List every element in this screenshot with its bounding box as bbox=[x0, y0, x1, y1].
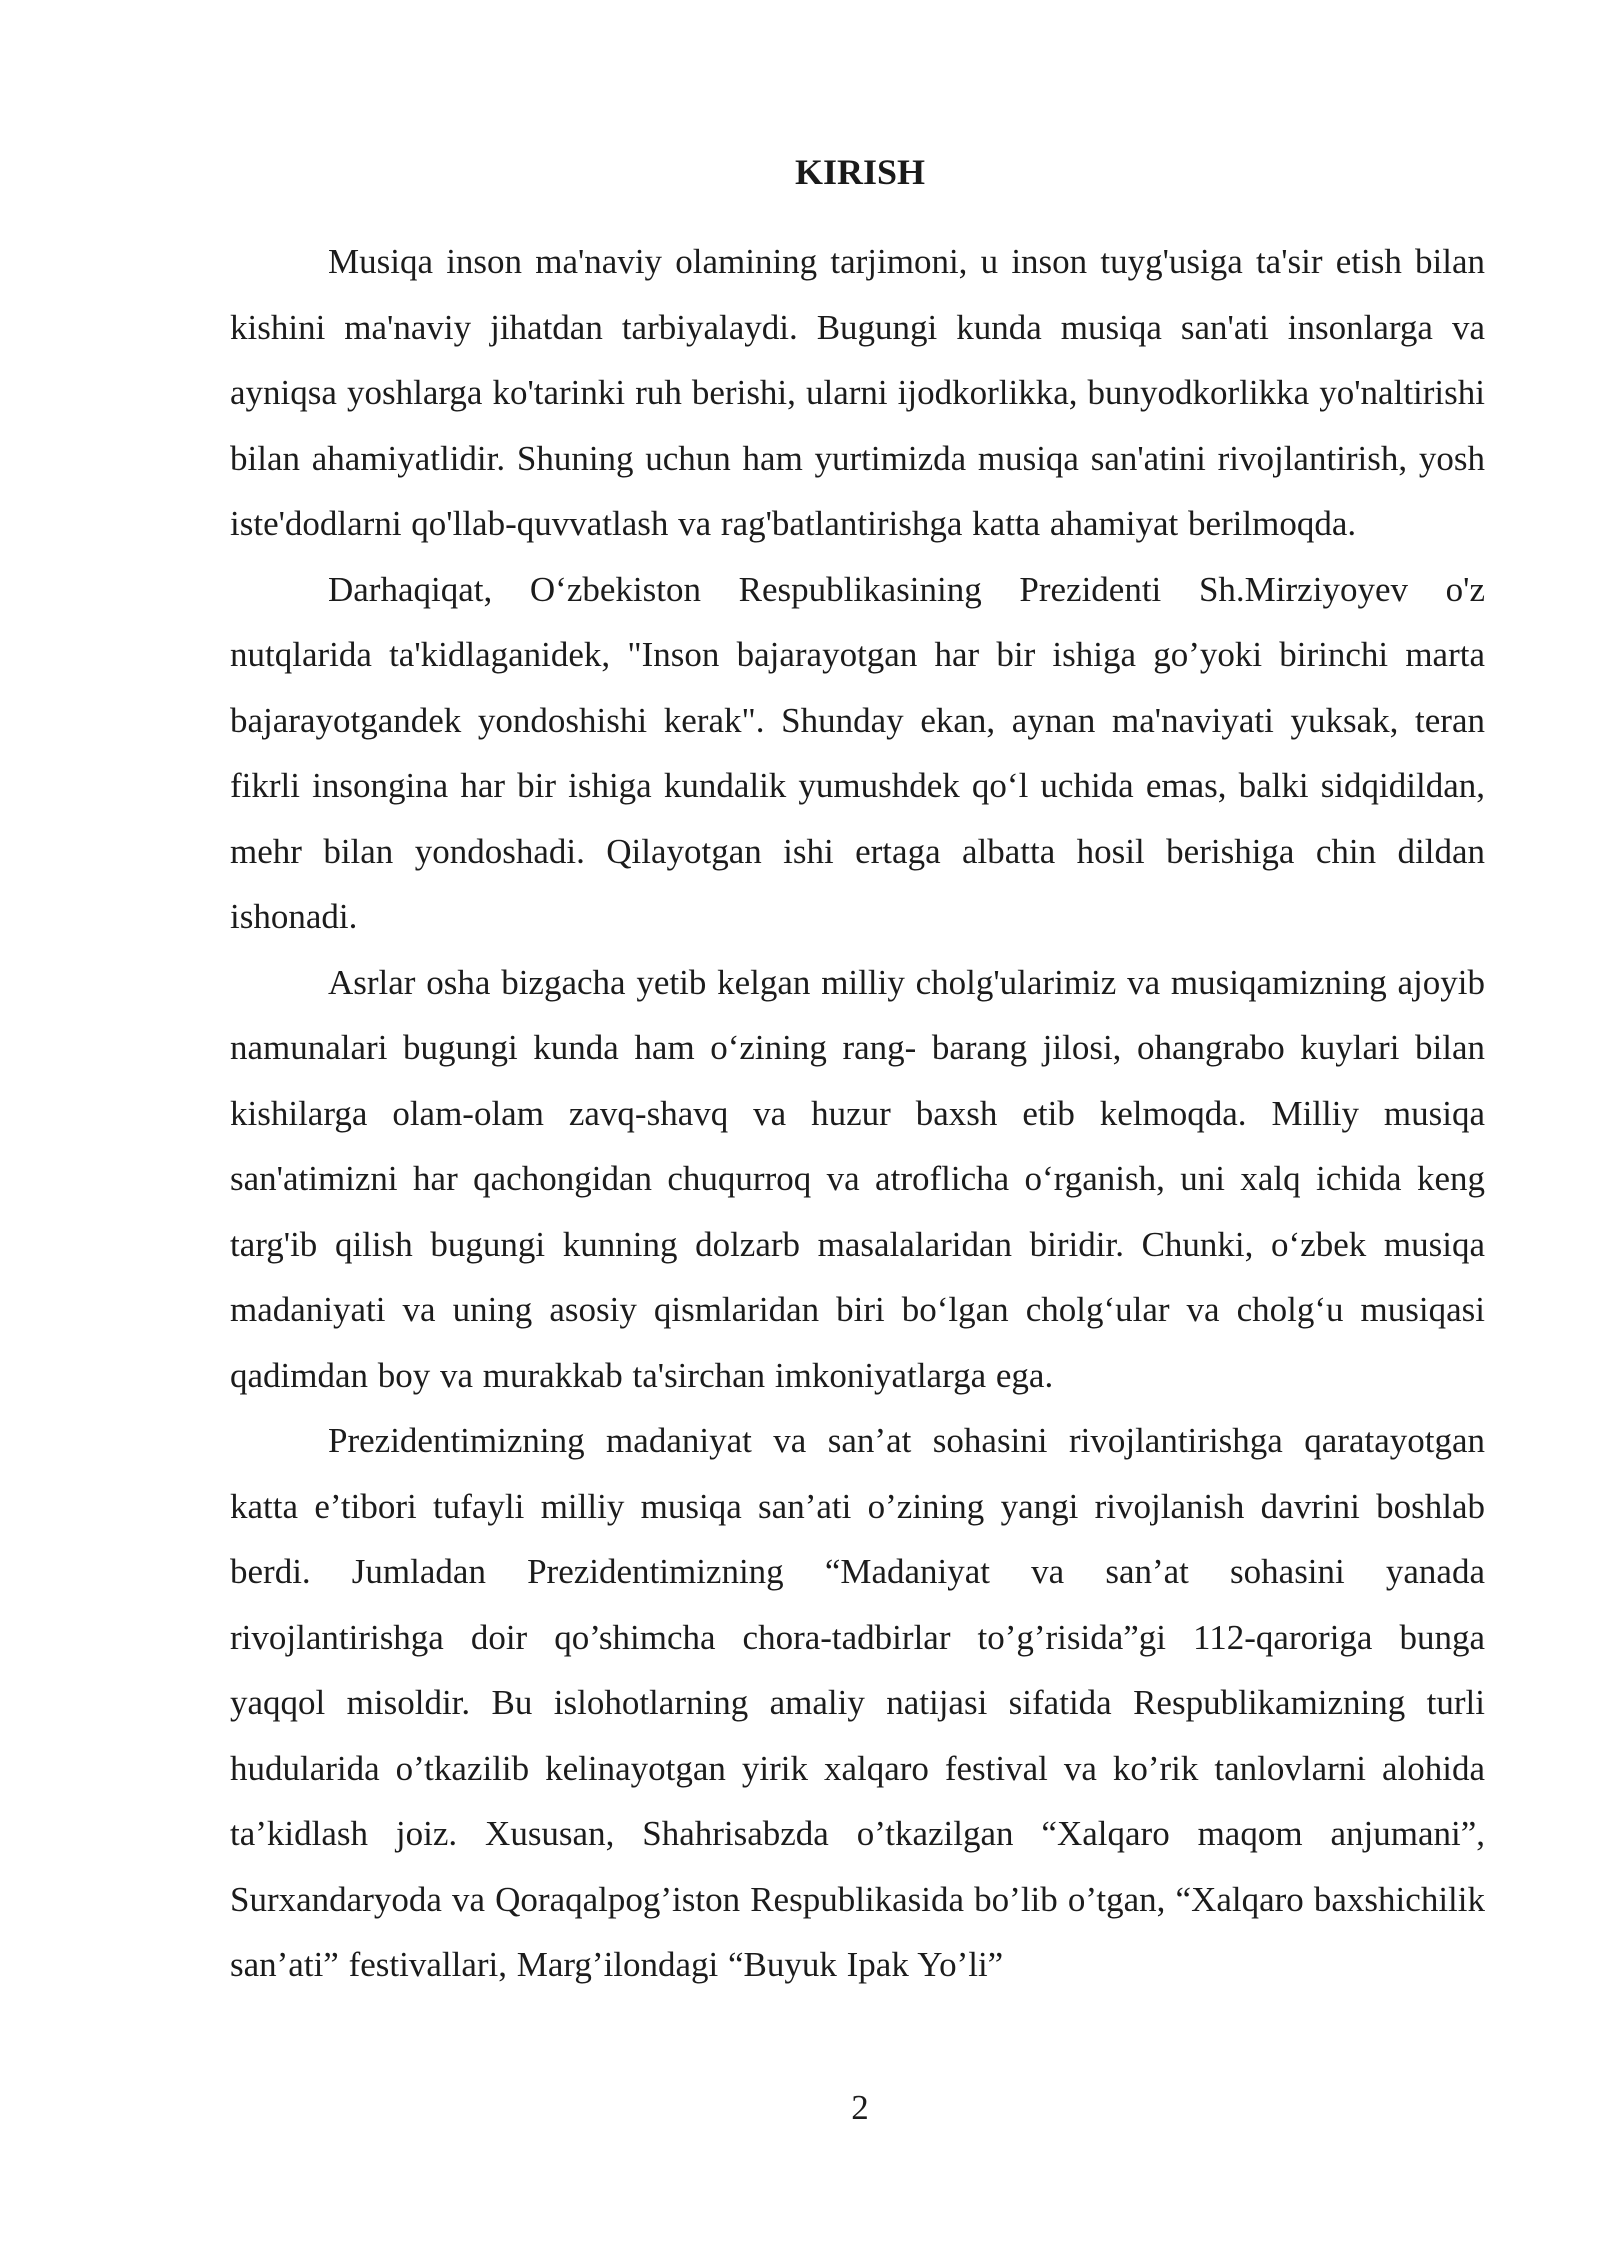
paragraph-2: Darhaqiqat, O‘zbekiston Respublikasining Prezidenti Sh.Mirziyoyev o'z nutqlarida ta'kidlaganidek, "Inson bajarayotgan har bir ishiga go’yoki birinchi marta bajarayotgandek yondoshishi kerak". Shunday ekan, aynan ma'naviyati yuksak, teran fikrli insongina har bir ishiga kundalik yumushdek qo‘l uchida emas, balki sidqidildan, mehr bilan yondoshadi. Qilayotgan ishi ertaga albatta hosil berishiga chin dildan ishonadi. bbox=[230, 569, 1485, 936]
paragraph-3: Asrlar osha bizgacha yetib kelgan milliy cholg'ularimiz va musiqamizning ajoyib namunalari bugungi kunda ham o‘zining rang- barang jilosi, ohangrabo kuylari bilan kishilarga olam-olam zavq-shavq va huzur baxsh etib kelmoqda. Milliy musiqa san'atimizni har qachongidan chuqurroq va atroflicha o‘rganish, uni xalq ichida keng targ'ib qilish bugungi kunning dolzarb masalalaridan biridir. Chunki, o‘zbek musiqa madaniyati va uning asosiy qismlaridan biri bo‘lgan cholg‘ular va cholg‘u musiqasi qadimdan boy va murakkab ta'sirchan imkoniyatlarga ega. bbox=[230, 962, 1485, 1395]
paragraph-1: Musiqa inson ma'naviy olamining tarjimoni, u inson tuyg'usiga ta'sir etish bilan kishini ma'naviy jihatdan tarbiyalaydi. Bugungi kunda musiqa san'ati insonlarga va ayniqsa yoshlarga ko'tarinki ruh berishi, ularni ijodkorlikka, bunyodkorlikka yo'naltirishi bilan ahamiyatlidir. Shuning uchun ham yurtimizda musiqa san'atini rivojlantirish, yosh iste'dodlarni qo'llab-quvvatlash va rag'batlantirishga katta ahamiyat berilmoqda. bbox=[230, 242, 1485, 543]
page-number: 2 bbox=[851, 2088, 869, 2127]
page-title: KIRISH bbox=[794, 152, 926, 192]
paragraph-4: Prezidentimizning madaniyat va san’at sohasini rivojlantirishga qaratayotgan katta e’tibori tufayli milliy musiqa san’ati o’zining yangi rivojlanish davrini boshlab berdi. Jumladan Prezidentimizning “Madaniyat va san’at sohasini yanada rivojlantirishga doir qo’shimcha chora-tadbirlar to’g’risida”gi 112-qaroriga bunga yaqqol misoldir. Bu islohotlarning amaliy natijasi sifatida Respublikamizning turli hudularida o’tkazilib kelinayotgan yirik xalqaro festival va ko’rik tanlovlarni alohida ta’kidlash joiz. Xususan, Shahrisabzda o’tkazilgan “Xalqaro maqom anjumani”, Surxandaryoda va Qoraqalpog’iston Respublikasida bo’lib o’tgan, “Xalqaro baxshichilik san’ati” festivallari, Marg’ilondagi “Buyuk Ipak Yo’li” bbox=[230, 1421, 1485, 1984]
body-text bbox=[230, 229, 1485, 1998]
